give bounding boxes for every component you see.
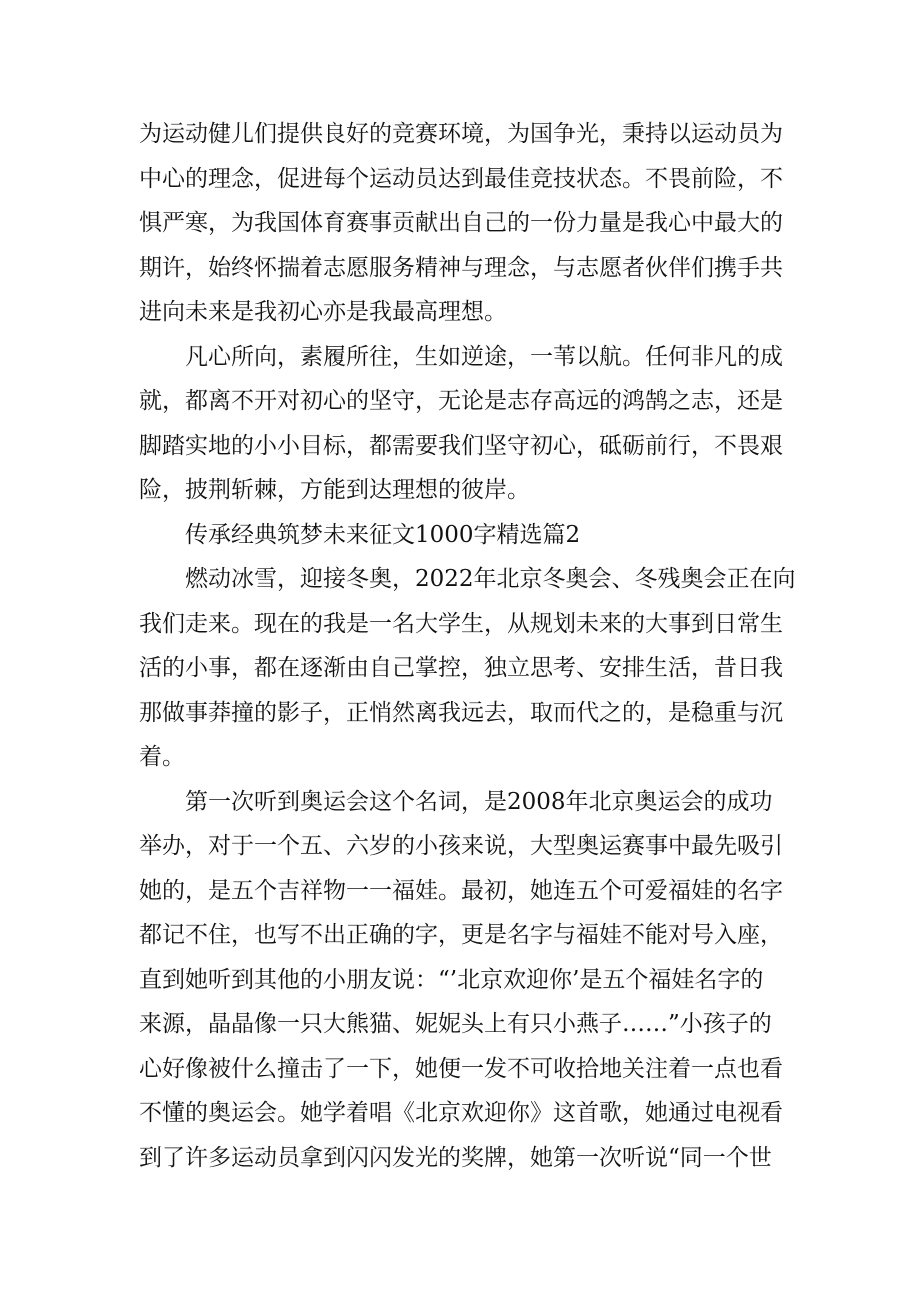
paragraph-2 (139, 335, 799, 513)
text-line: 凡心所向，素履所往，生如逆途，一苇以航。任何非凡的成 (185, 343, 783, 370)
text-line: 我们走来。现在的我是一名大学生，从规划未来的大事到日常生 (139, 610, 783, 637)
text-line: 脚踏实地的小小目标，都需要我们坚守初心，砥砺前行，不畏艰 (139, 432, 783, 459)
text-line: 进向未来是我初心亦是我最高理想。 (139, 299, 507, 325)
text-line: 那做事莽撞的影子，正悄然离我远去，取而代之的，是稳重与沉 (139, 699, 783, 726)
text-line: 她的，是五个吉祥物一一福娃。最初，她连五个可爱福娃的名字 (139, 877, 783, 904)
text-line: 为运动健儿们提供良好的竞赛环境，为国争光，秉持以运动员为 (139, 121, 783, 147)
text-line: 不懂的奥运会。她学着唱《北京欢迎你》这首歌，她通过电视看 (139, 1100, 783, 1126)
heading-text: 传承经典筑梦未来征文1000字精选篇2 (185, 521, 581, 548)
document-body (139, 112, 799, 1180)
text-line: 第一次听到奥运会这个名词，是2008年北京奥运会的成功 (185, 788, 773, 815)
text-line: 期许，始终怀揣着志愿服务精神与理念，与志愿者伙伴们携手共 (139, 254, 783, 281)
text-line: 惧严寒，为我国体育赛事贡献出自己的一份力量是我心中最大的 (139, 210, 783, 236)
text-line: 都记不住，也写不出正确的字，更是名字与福娃不能对号入座， (139, 922, 783, 948)
text-line: 心好像被什么撞击了一下，她便一发不可收拾地关注着一点也看 (139, 1055, 783, 1082)
paragraph-1 (139, 112, 799, 335)
text-line: 直到她听到其他的小朋友说：“’北京欢迎你’是五个福娃名字的 (139, 966, 764, 993)
text-line: 中心的理念，促进每个运动员达到最佳竞技状态。不畏前险，不 (139, 165, 783, 192)
text-line: 到了许多运动员拿到闪闪发光的奖牌，她第一次听说“同一个世 (139, 1144, 772, 1171)
text-line: 就，都离不开对初心的坚守，无论是志存高远的鸿鹄之志，还是 (139, 388, 783, 414)
paragraph-4 (139, 780, 799, 1181)
text-line: 来源，晶晶像一只大熊猫、妮妮头上有只小燕子……”小孩子的 (139, 1011, 772, 1037)
text-line: 举办，对于一个五、六岁的小孩来说，大型奥运赛事中最先吸引 (139, 833, 783, 859)
text-line: 着。 (139, 744, 185, 770)
section-heading (139, 513, 799, 558)
text-line: 燃动冰雪，迎接冬奥，2022年北京冬奥会、冬残奥会正在向 (185, 566, 796, 592)
paragraph-3 (139, 557, 799, 780)
text-line: 险，披荆斩棘，方能到达理想的彼岸。 (139, 477, 530, 503)
text-line: 活的小事，都在逐渐由自己掌控，独立思考、安排生活，昔日我 (139, 655, 783, 681)
